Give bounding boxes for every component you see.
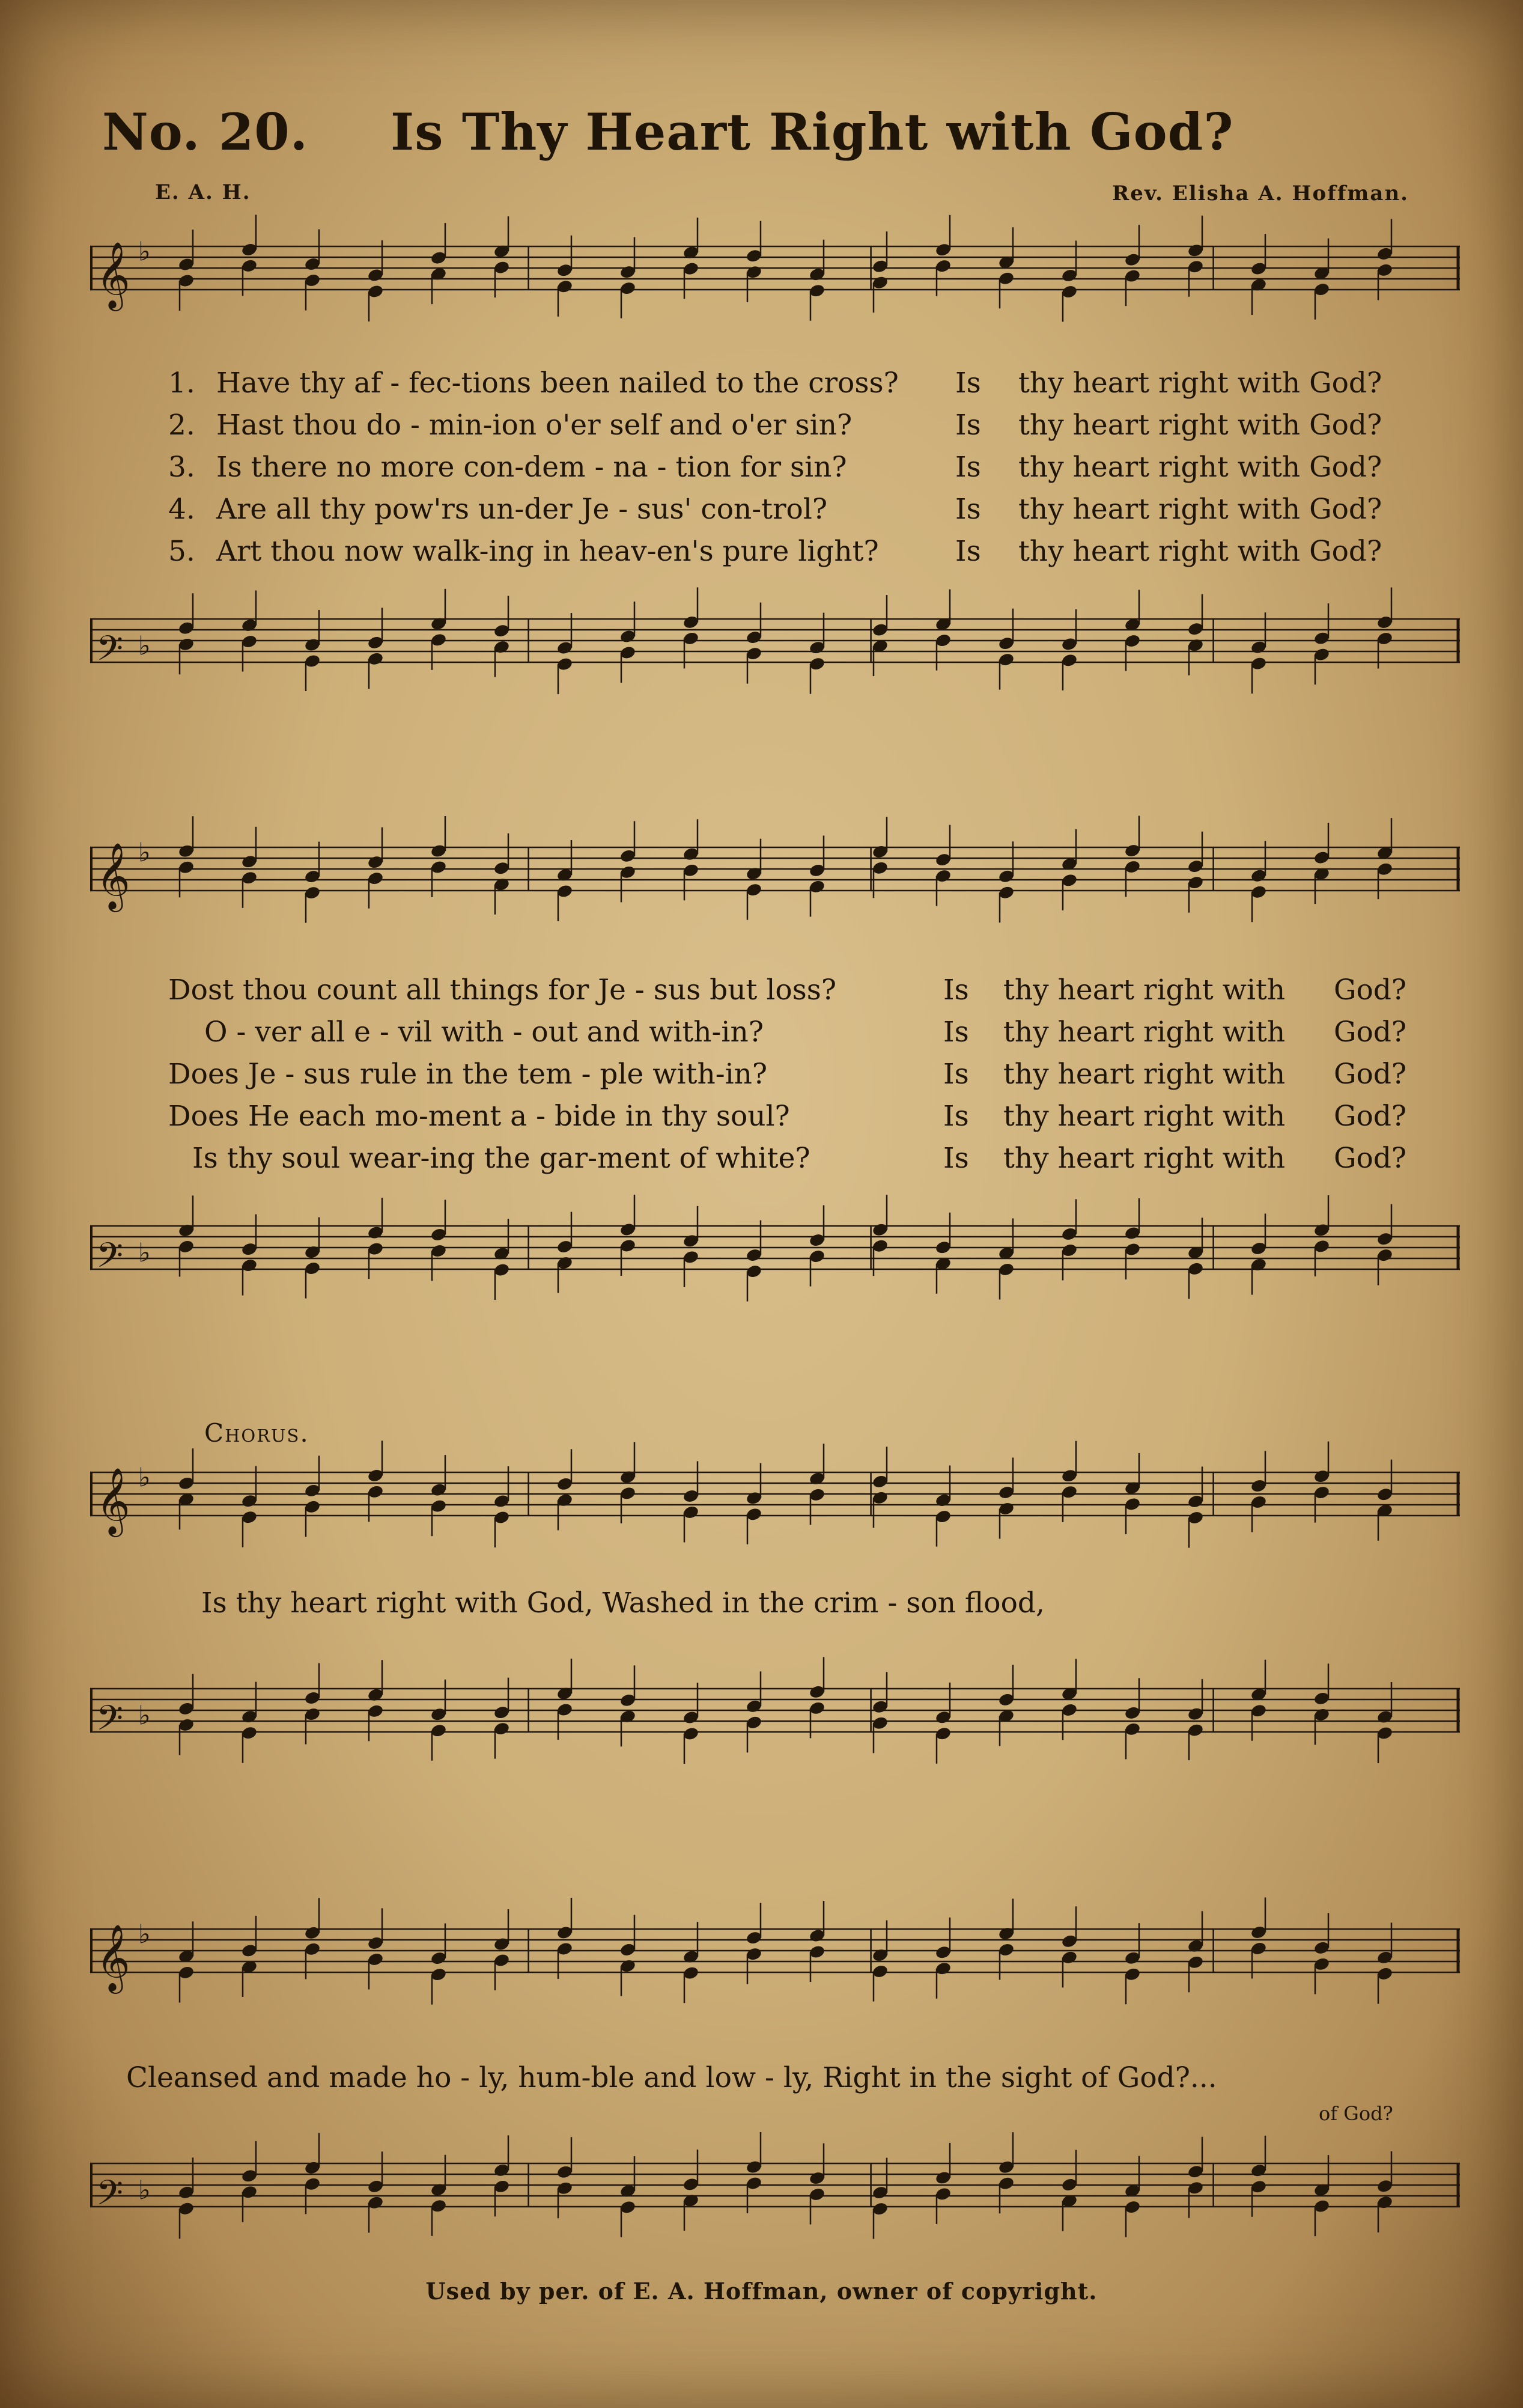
chorus-line-2: Cleansed and made ho - ly, hum-ble and low - ly, Right in the sight of God?... xyxy=(126,2061,1217,2094)
system-2 xyxy=(90,805,1460,1334)
bass-staff-drawing xyxy=(90,601,1460,703)
ending-note: of God? xyxy=(1319,2102,1393,2125)
system-3 xyxy=(90,1412,1460,1803)
treble-staff-drawing xyxy=(90,1911,1460,2013)
flat-icon: ♭ xyxy=(138,1919,151,1950)
verse-line-2b: O - ver all e - vil with - out and with-in? Is thy heart right with God? xyxy=(204,1016,1407,1049)
flat-icon: ♭ xyxy=(138,1462,151,1493)
bass-staff xyxy=(90,1208,1460,1310)
chorus-label: Chorus. xyxy=(204,1418,309,1448)
treble-staff xyxy=(90,829,1460,931)
composer-credit: E. A. H. xyxy=(155,180,251,204)
system-1 xyxy=(90,204,1460,745)
treble-staff-drawing xyxy=(90,829,1460,931)
flat-icon: ♭ xyxy=(138,2175,151,2206)
bass-clef-icon: 𝄢 xyxy=(96,2172,124,2222)
treble-clef-icon: 𝄞 xyxy=(96,1467,130,1534)
chorus-line-1: Is thy heart right with God, Washed in the crim - son flood, xyxy=(201,1587,1045,1620)
treble-staff xyxy=(90,1911,1460,2013)
bass-staff-drawing xyxy=(90,1671,1460,1773)
flat-icon: ♭ xyxy=(138,236,151,267)
treble-staff xyxy=(90,1454,1460,1556)
flat-icon: ♭ xyxy=(138,630,151,662)
hymn-number: No. 20. xyxy=(102,102,308,162)
flat-icon: ♭ xyxy=(138,1237,151,1269)
bass-staff xyxy=(90,1671,1460,1773)
verse-line-4b: Does He each mo-ment a - bide in thy soul? Is thy heart right with God? xyxy=(168,1100,1407,1133)
treble-staff-drawing xyxy=(90,1454,1460,1556)
author-credit: Rev. Elisha A. Hoffman. xyxy=(1111,181,1409,206)
bass-staff xyxy=(90,601,1460,703)
copyright-footnote: Used by per. of E. A. Hoffman, owner of copyright. xyxy=(425,2278,1098,2305)
bass-staff-drawing xyxy=(90,2145,1460,2248)
bass-clef-icon: 𝄢 xyxy=(96,1235,124,1284)
flat-icon: ♭ xyxy=(138,1700,151,1731)
verse-line-4: 4. Are all thy pow'rs un-der Je - sus' con-trol? Is thy heart right with God? xyxy=(168,493,1382,526)
treble-staff-drawing xyxy=(90,228,1460,331)
verse-line-1: 1. Have thy af - fec-tions been nailed to the cross? Is thy heart right with God? xyxy=(168,367,1382,400)
treble-clef-icon: 𝄞 xyxy=(96,1924,130,1991)
bass-staff xyxy=(90,2145,1460,2248)
verse-line-5: 5. Art thou now walk-ing in heav-en's pure light? Is thy heart right with God? xyxy=(168,535,1382,568)
verse-line-5b: Is thy soul wear-ing the gar-ment of white? Is thy heart right with God? xyxy=(192,1142,1407,1175)
verse-line-3: 3. Is there no more con-dem - na - tion for sin? Is thy heart right with God? xyxy=(168,451,1382,484)
title-row xyxy=(102,102,1454,174)
verse-line-3b: Does Je - sus rule in the tem - ple with-in? Is thy heart right with God? xyxy=(168,1058,1407,1091)
verse-line-1b: Dost thou count all things for Je - sus but loss? Is thy heart right with God? xyxy=(168,974,1407,1007)
bass-clef-icon: 𝄢 xyxy=(96,1698,124,1747)
treble-clef-icon: 𝄞 xyxy=(96,241,130,308)
flat-icon: ♭ xyxy=(138,837,151,868)
treble-clef-icon: 𝄞 xyxy=(96,842,130,909)
bass-staff-drawing xyxy=(90,1208,1460,1310)
verse-line-2: 2. Hast thou do - min-ion o'er self and o'er sin? Is thy heart right with God? xyxy=(168,409,1382,442)
hymn-title: Is Thy Heart Right with God? xyxy=(391,102,1234,162)
treble-staff xyxy=(90,228,1460,331)
bass-clef-icon: 𝄢 xyxy=(96,628,124,677)
system-4 xyxy=(90,1887,1460,2260)
